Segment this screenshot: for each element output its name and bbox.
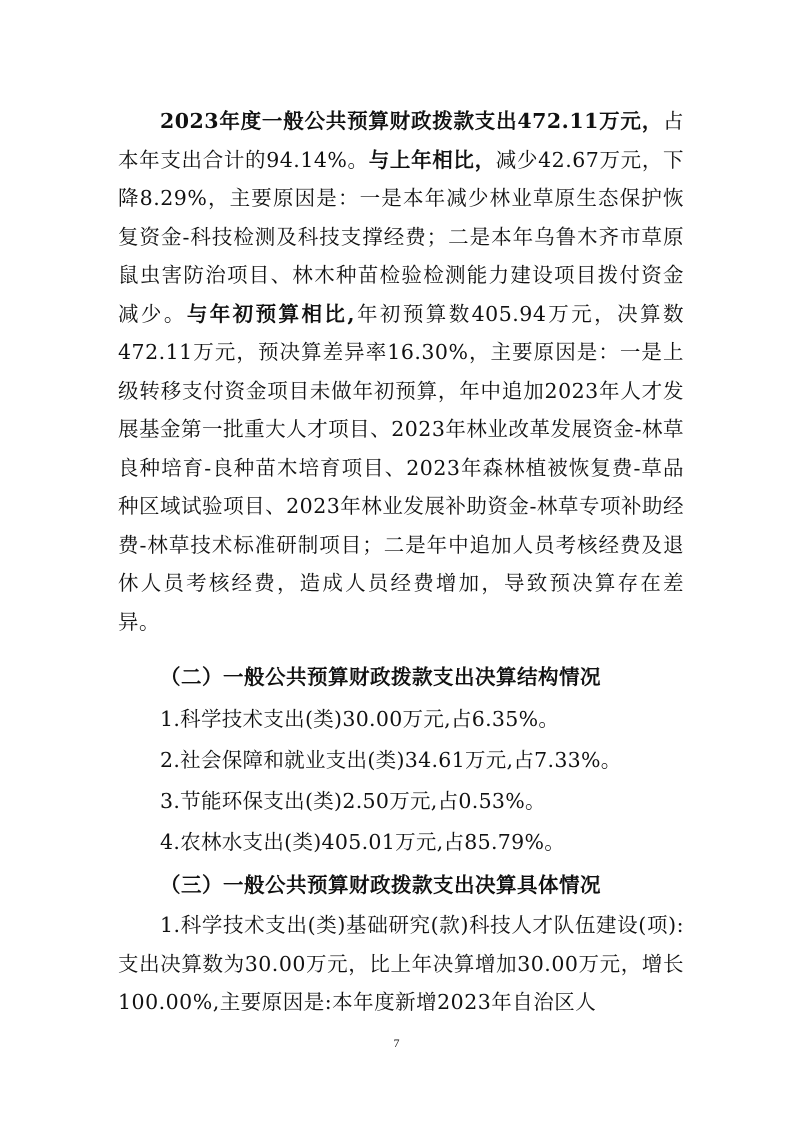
page-number: 7 [393,1036,400,1050]
structure-item: 4.农林水支出(类)405.01万元,占85.79%。 [160,830,566,854]
detail-paragraph: 1.科学技术支出(类)基础研究(款)科技人才队伍建设(项):支出决算数为30.00万元，比上年决算增加30.00万元，增长100.00%,主要原因是:本年度新增2023年自治区人 [118,913,684,1014]
structure-item: 2.社会保障和就业支出(类)34.61万元,占7.33%。 [160,748,622,772]
year-over-year-label: 与上年相比， [368,147,496,172]
year-over-year-text: 减少42.67万元，下降8.29%，主要原因是：一是本年减少林业草原生态保护恢复资金-科技检测及科技支撑经费；二是本年乌鲁木齐市草原鼠虫害防治项目、林木种苗检验检测能力建设项目拨付资金减少。 [118,147,685,326]
share-statement: 占本年支出合计的94.14%。 [118,109,684,172]
structure-item: 1.科学技术支出(类)30.00万元,占6.35%。 [160,707,560,731]
section-heading-details: （三）一般公共预算财政拨款支出决算具体情况 [160,873,601,897]
vs-initial-budget-text: 年初预算数405.94万元，决算数472.11万元，预决算差异率16.30%，主要原因是：一是上级转移支付资金项目未做年初预算，年中追加2023年人才发展基金第一批重大人才项目、2023年林业改革发展资金-林草良种培育-良种苗木培育项目、2023年森林植被恢复费-草品种区域试验项目、2023年林业发展补助资金-林草专项补助经费-林草技术标准研制项目；二是年中追加人员考核经费及退休人员考核经费，造成人员经费增加，导致预决算存在差异。 [118,301,684,634]
vs-initial-budget-label: 与年初预算相比, [186,301,356,326]
section-heading-structure: （二）一般公共预算财政拨款支出决算结构情况 [160,665,601,689]
structure-item: 3.节能环保支出(类)2.50万元,占0.53%。 [160,789,546,813]
total-expenditure-statement: 2023年度一般公共预算财政拨款支出472.11万元， [160,109,663,133]
budget-summary-paragraph [118,102,684,641]
